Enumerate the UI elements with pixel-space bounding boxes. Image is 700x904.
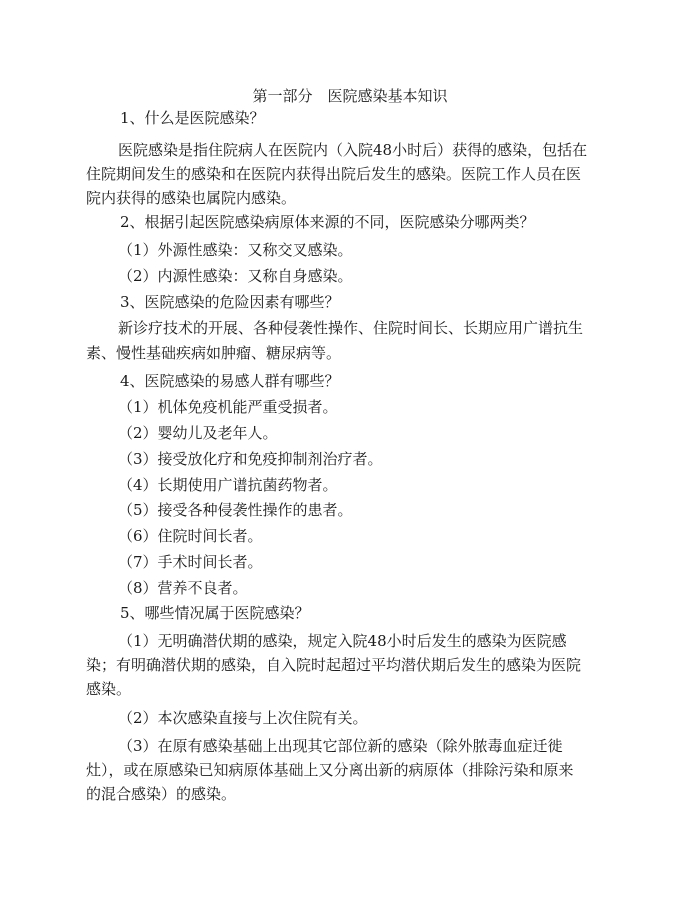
- list-item: （3）接受放化疗和免疫抑制剂治疗者。: [118, 450, 383, 468]
- list-item: （5）接受各种侵袭性操作的患者。: [118, 501, 353, 519]
- answer-5-3-line-3: 的混合感染）的感染。: [86, 785, 237, 803]
- question-4: 4、医院感染的易感人群有哪些？: [120, 372, 340, 390]
- list-item: （6）住院时间长者。: [118, 527, 263, 545]
- answer-5-1-line-3: 感染。: [86, 680, 132, 698]
- answer-3-line-1: 新诊疗技术的开展、各种侵袭性操作、住院时间长、长期应用广谱抗生: [118, 319, 584, 337]
- list-item: （1）机体免疫机能严重受损者。: [118, 398, 338, 416]
- answer-5-3-line-2: 灶），或在原感染已知病原体基础上又分离出新的病原体（排除污染和原来: [86, 761, 574, 779]
- list-item: （2）内源性感染：又称自身感染。: [118, 267, 353, 285]
- answer-1-line-2: 住院期间发生的感染和在医院内获得出院后发生的感染。医院工作人员在医: [86, 165, 582, 183]
- list-item: （8）营养不良者。: [118, 579, 248, 597]
- answer-5-3-line-1: （3）在原有感染基础上出现其它部位新的感染（除外脓毒血症迁徙: [118, 737, 563, 755]
- list-item: （2）婴幼儿及老年人。: [118, 424, 278, 442]
- answer-5-1-line-1: （1）无明确潜伏期的感染，规定入院48小时后发生的感染为医院感: [118, 632, 567, 650]
- answer-1-line-1: 医院感染是指住院病人在医院内（入院48小时后）获得的感染，包括在: [118, 141, 588, 159]
- answer-5-2-line-1: （2）本次感染直接与上次住院有关。: [118, 709, 368, 727]
- answer-5-1-line-2: 染；有明确潜伏期的感染，自入院时起超过平均潜伏期后发生的感染为医院: [86, 656, 582, 674]
- list-item: （7）手术时间长者。: [118, 553, 263, 571]
- question-2: 2、根据引起医院感染病原体来源的不同，医院感染分哪两类？: [120, 213, 535, 231]
- list-item: （4）长期使用广谱抗菌药物者。: [118, 476, 338, 494]
- page-title: 第一部分 医院感染基本知识: [252, 87, 448, 105]
- answer-1-line-3: 院内获得的感染也属院内感染。: [86, 189, 297, 207]
- answer-3-line-2: 素、慢性基础疾病如肿瘤、糖尿病等。: [86, 344, 342, 362]
- question-3: 3、医院感染的危险因素有哪些？: [120, 293, 340, 311]
- list-item: （1）外源性感染：又称交叉感染。: [118, 241, 353, 259]
- question-1: 1、什么是医院感染？: [120, 109, 265, 127]
- question-5: 5、哪些情况属于医院感染？: [120, 604, 310, 622]
